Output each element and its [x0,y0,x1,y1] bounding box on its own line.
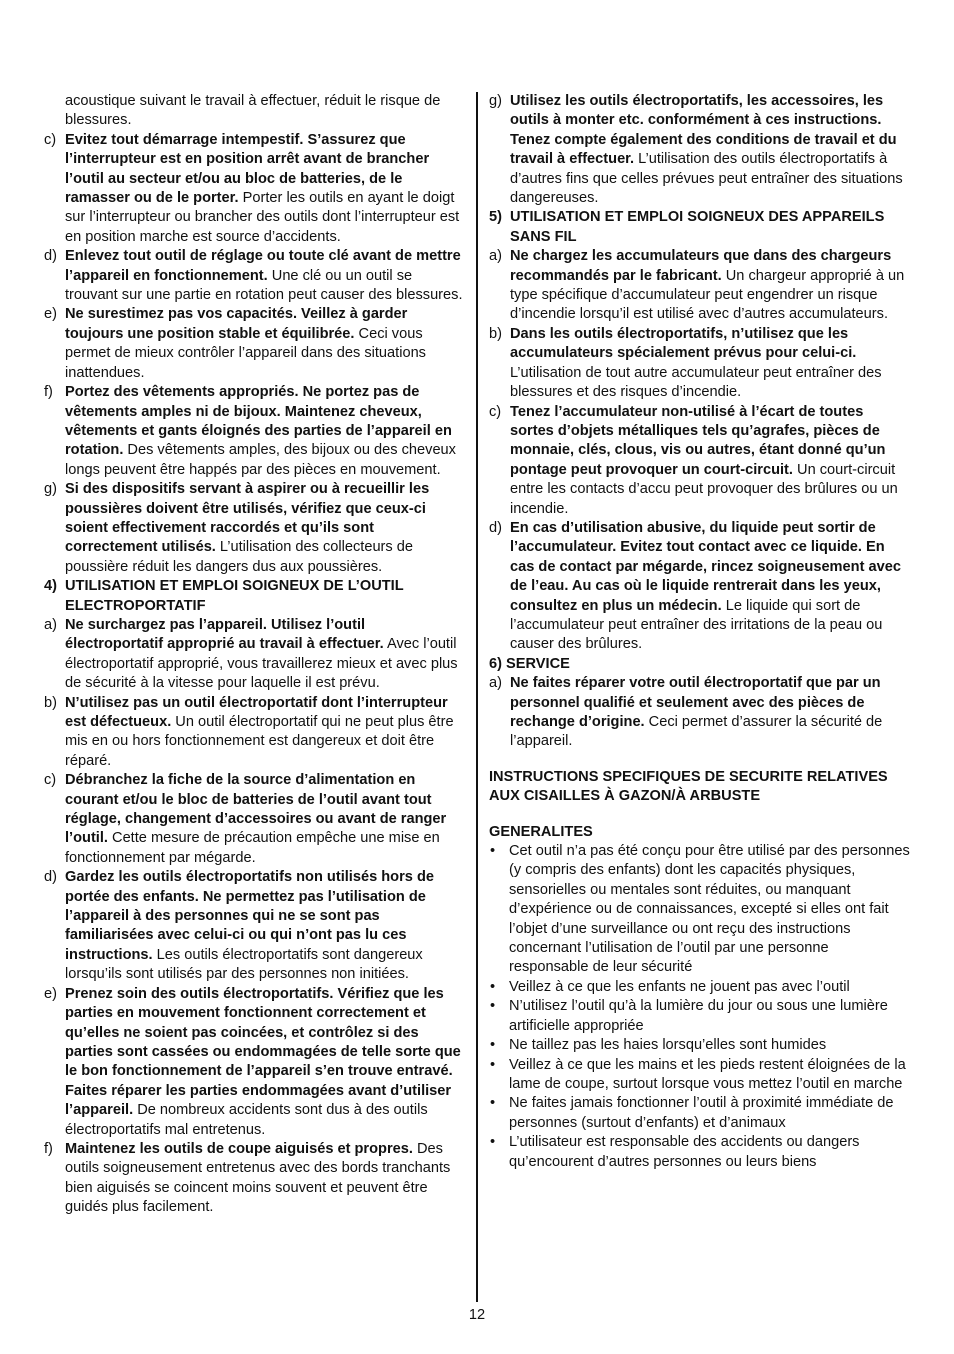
right-column [489,92,911,1172]
item-letter: b) [489,325,502,342]
left-items-4 [44,616,466,1218]
bullet-item [489,1133,911,1172]
list-item [44,868,466,984]
intro-continuation: acoustique suivant le travail à effectuer, réduit le risque de blessures. [65,93,441,129]
bullet-text: L’utilisateur est responsable des accidents ou dangers qu’encourent d’autres personnes ou leurs biens [509,1134,860,1170]
list-item [489,674,911,752]
bullet-item [489,842,911,978]
bullet-item [489,1036,911,1055]
spacer [489,752,911,768]
item-text: L’utilisation de tout autre accumulateur peut entraîner des blessures et des risques d’incendie. [510,364,882,401]
item-bold: Utilisez les outils électroportatifs, les accessoires, les outils à monter etc. conformément à ces instructions. Tenez compte également des conditions de travail et du travail à effectuer. [510,93,897,168]
list-item [44,616,466,694]
item-letter: e) [44,985,57,1002]
bullet-text: Cet outil n’a pas été conçu pour être utilisé par des personnes (y compris des enfants) dont les capacités physiques, sensorielles ou mentales sont réduites, ou manquant d’expérience ou de connaissances, excepté si elles ont fait l’objet d’une surveillance ou ont reçu des instructions concernant l’utilisation de l’outil par une personne responsable de leur sécurité [509,843,910,976]
item-text: Les outils électroportatifs sont dangereux lorsqu’ils sont utilisés par des personnes non initiées. [65,946,423,983]
specific-instructions-heading: INSTRUCTIONS SPECIFIQUES DE SECURITE RELATIVES AUX CISAILLES À GAZON/À ARBUSTE [489,768,888,805]
list-item [44,247,466,305]
list-item [489,519,911,655]
bullet-list [489,842,911,1172]
bullet-text: N’utilisez l’outil qu’à la lumière du jour ou sous une lumière artificielle appropriée [509,998,888,1034]
bullet-icon: • [490,1037,496,1054]
left-items-1 [44,131,466,577]
list-item [489,325,911,403]
item-bold: En cas d’utilisation abusive, du liquide peut sortir de l’accumulateur. Evitez tout contact avec ce liquide. En cas de contact par mégarde, rincez soigneusement avec de l’eau. Au cas où le liquide rentrerait dans les yeux, consultez en plus un médecin. [510,519,901,614]
left-column [44,92,466,1218]
bullet-icon: • [490,843,496,860]
item-bold: Dans les outils électroportatifs, n’utilisez que les accumulateurs spécialement prévus pour celui-ci. [510,325,857,362]
bullet-text: Veillez à ce que les enfants ne jouent pas avec l’outil [509,978,850,995]
section-title: UTILISATION ET EMPLOI SOIGNEUX DE L’OUTIL ELECTROPORTATIF [65,578,404,614]
bullet-icon: • [490,1134,496,1151]
item-bold: N’utilisez pas un outil électroportatif dont l’interrupteur est défectueux. [65,694,448,730]
item-letter: c) [44,772,57,789]
item-bold: Tenez l’accumulateur non-utilisé à l’écart de toutes sortes d’objets métalliques tels qu’agrafes, pièces de monnaie, clés, clous, vis ou autres, étant donné qu’un pontage peut provoquer un court-circuit. [510,403,886,478]
section-heading-5 [489,208,911,247]
item-letter: f) [44,1140,53,1157]
item-bold: Si des dispositifs servant à aspirer ou à recueillir les poussières doivent être utilisés, vérifiez que ceux-ci soient effectivement raccordés et qu’ils sont correctement utilisés. [65,481,430,556]
item-bold: Ne surestimez pas vos capacités. Veillez à garder toujours une position stable et équilibrée. [65,306,408,342]
list-item [44,694,466,772]
bullet-item [489,997,911,1036]
item-bold: Ne chargez les accumulateurs que dans des chargeurs recommandés par le fabricant. [510,248,892,284]
item-text: Une clé ou un outil se trouvant sur une partie en rotation peut causer des blessures. [65,267,463,304]
bullet-text: Ne taillez pas les haies lorsqu’elles sont humides [509,1037,827,1054]
item-bold: Ne surchargez pas l’appareil. Utilisez l’outil électroportatif approprié au travail à effectuer. [65,616,384,653]
bullet-icon: • [490,1095,496,1112]
item-text: Un chargeur approprié à un type spécifique d’accumulateur peut engendrer un risque d’incendie lorsqu’il est utilisé avec d’autres accumulateurs. [510,267,905,323]
item-letter: f) [44,384,53,401]
item-text: Des outils soigneusement entretenus avec des bords tranchants bien aiguisés se coincent moins souvent et peuvent être guidés plus facilement. [65,1140,451,1216]
list-item [44,1140,466,1218]
bullet-icon: • [490,998,496,1015]
list-item [44,480,466,577]
bullet-icon: • [490,978,496,995]
item-text: Des vêtements amples, des bijoux ou des cheveux longs peuvent être happés par des pièces en mouvement. [65,442,456,478]
item-bold: Débranchez la fiche de la source d’alimentation en courant et/ou le bloc de batteries de l’outil avant tout réglage, changement d’accessoires ou avant de ranger l’outil. [65,772,447,847]
item-bold: Ne faites réparer votre outil électroportatif que par un personnel qualifié et seulement avec des pièces de rechange d’origine. [510,675,881,730]
section-title: UTILISATION ET EMPLOI SOIGNEUX DES APPAREILS SANS FIL [510,209,885,245]
item-text: L’utilisation des outils électroportatifs à d’autres fins que celles prévues peut entraîner des situations dangereuses. [510,151,903,207]
item-letter: d) [44,869,57,886]
list-item [44,383,466,480]
item-letter: g) [489,93,502,109]
item-text: Porter les outils en ayant le doigt sur l’interrupteur ou brancher des outils dont l’interrupteur est en position marche est source d’accidents. [65,190,460,245]
generalites-heading: GENERALITES [489,823,593,840]
list-item [44,305,466,383]
list-item [489,247,911,325]
item-bold: Gardez les outils électroportatifs non utilisés hors de portée des enfants. Ne permettez pas l’utilisation de l’appareil à des personnes qui ne se sont pas familiarisées avec celui-ci ou qui n’ont pas lu ces instructions. [65,869,434,963]
list-item [44,771,466,868]
item-text: Ceci permet d’assurer la sécurité de l’appareil. [510,714,883,750]
bullet-item [489,1094,911,1133]
item-letter: a) [489,248,502,265]
item-text: Un court-circuit entre les contacts d’accu peut provoquer des brûlures ou un incendie. [510,461,898,517]
list-item [489,403,911,519]
list-item [44,985,466,1140]
item-bold: Evitez tout démarrage intempestif. S’assurez que l’interrupteur est en position arrêt avant de brancher l’outil au secteur et/ou au bloc de batteries, de le ramasser ou de le porter. [65,131,430,207]
item-text: De nombreux accidents sont dus à des outils électroportatifs mal entretenus. [65,1102,428,1138]
section-heading-4 [44,577,466,616]
item-letter: e) [44,306,57,323]
item-letter: c) [44,131,57,148]
item-letter: a) [489,675,502,692]
item-text: Ceci vous permet de mieux contrôler l’appareil dans des situations inattendues. [65,325,426,381]
spacer [489,807,911,823]
section-title: SERVICE [506,655,570,672]
item-letter: b) [44,694,57,711]
item-text: Cette mesure de précaution empêche une mise en fonctionnement par mégarde. [65,830,440,866]
item-bold: Portez des vêtements appropriés. Ne portez pas de vêtements amples ni de bijoux. Maintenez cheveux, vêtements et gants éloignés des parties de l’appareil en rotation. [65,384,452,459]
item-text: L’utilisation des collecteurs de poussière réduit les dangers dus aux poussières. [65,539,414,575]
item-text: Le liquide qui sort de l’accumulateur peut entraîner des irritations de la peau ou causer des brûlures. [510,597,883,653]
item-letter: c) [489,403,502,420]
section-number: 4) [44,578,57,595]
item-text: Un outil électroportatif qui ne peut plus être mis en ou hors fonctionnement est dangereux et doit être réparé. [65,714,454,769]
item-letter: a) [44,616,57,633]
item-bold: Maintenez les outils de coupe aiguisés et propres. [65,1140,413,1157]
item-letter: g) [44,481,57,498]
item-bold: Enlevez tout outil de réglage ou toute clé avant de mettre l’appareil en fonctionnement. [65,248,461,284]
bullet-text: Ne faites jamais fonctionner l’outil à proximité immédiate de personnes (surtout d’enfants) et d’animaux [509,1095,894,1131]
item-text: Avec l’outil électroportatif approprié, vous travaillerez mieux et avec plus de sécurité à la vitesse pour laquelle il est prévu. [65,636,458,692]
item-letter: d) [489,519,502,536]
bullet-item [489,978,911,997]
list-item [44,131,466,247]
section-number: 5) [489,209,502,226]
list-item [489,92,911,208]
bullet-item [489,1056,911,1095]
section-heading-6 [489,655,911,674]
column-divider [476,92,478,1302]
right-items-5 [489,247,911,655]
item-letter: d) [44,248,57,265]
page-number: 12 [468,1307,486,1323]
bullet-icon: • [490,1056,496,1073]
bullet-text: Veillez à ce que les mains et les pieds restent éloignées de la lame de coupe, surtout lorsque vous mettez l’outil en marche [509,1056,906,1092]
section-number: 6) [489,655,502,672]
item-bold: Prenez soin des outils électroportatifs. Vérifiez que les parties en mouvement fonctionnent correctement et qu’elles ne soient pas coincées, et contrôlez si des parties sont cassées ou endommagées de telle sorte que le bon fonctionnement de l’appareil s’en trouve entravé. Faites réparer les parties endommagées avant d’utiliser l’appareil. [65,985,461,1119]
